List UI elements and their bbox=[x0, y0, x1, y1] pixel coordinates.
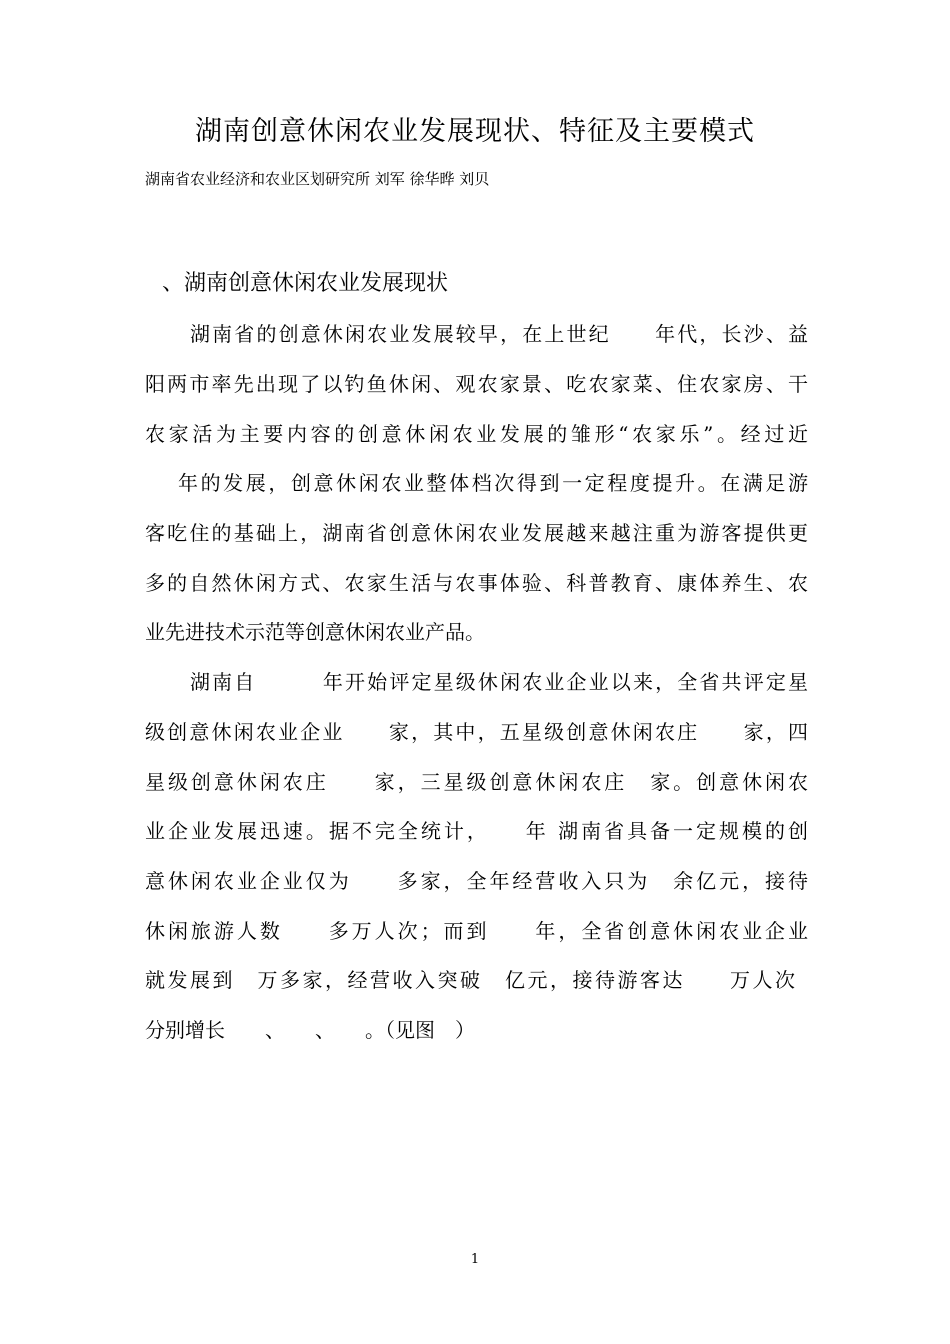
text-line: 湖南省的创意休闲农业发展较早，在上世纪 年代，长沙、益 bbox=[190, 322, 808, 346]
page-number: 1 bbox=[470, 1252, 480, 1267]
text-line: 级创意休闲农业企业 家，其中，五星级创意休闲农庄 家，四 bbox=[145, 720, 808, 744]
text-line: 阳两市率先出现了以钓鱼休闲、观农家景、吃农家菜、住农家房、干 bbox=[145, 372, 808, 396]
text-line: 分别增长 、 、 。（见图 ） bbox=[145, 1018, 475, 1042]
text-line: 农家活为主要内容的创意休闲农业发展的雏形“农家乐”。经过近 bbox=[145, 422, 808, 446]
text-line: 业先进技术示范等创意休闲农业产品。 bbox=[145, 620, 485, 644]
text-line: 客吃住的基础上，湖南省创意休闲农业发展越来越注重为游客提供更 bbox=[145, 521, 808, 545]
text-line: 意休闲农业企业仅为 多家，全年经营收入只为 余亿元，接待 bbox=[145, 869, 808, 893]
document-title: 湖南创意休闲农业发展现状、特征及主要模式 bbox=[195, 116, 755, 147]
text-line: 湖南自 年开始评定星级休闲农业企业以来，全省共评定星 bbox=[190, 670, 808, 694]
author-affiliation: 湖南省农业经济和农业区划研究所 刘军 徐华晔 刘贝 bbox=[145, 170, 490, 188]
text-line: 休闲旅游人数 多万人次；而到 年，全省创意休闲农业企业 bbox=[145, 919, 808, 943]
text-line: 星级创意休闲农庄 家，三星级创意休闲农庄 家。创意休闲农 bbox=[145, 770, 808, 794]
text-line: 就发展到 万多家，经营收入突破 亿元，接待游客达 万人次 bbox=[145, 968, 795, 992]
text-line: 年的发展，创意休闲农业整体档次得到一定程度提升。在满足游 bbox=[178, 471, 808, 495]
text-line: 多的自然休闲方式、农家生活与农事体验、科普教育、康体养生、农 bbox=[145, 571, 808, 595]
section-heading: 、湖南创意休闲农业发展现状 bbox=[162, 271, 449, 296]
text-line: 业企业发展迅速。据不完全统计， 年 湖南省具备一定规模的创 bbox=[145, 819, 808, 843]
